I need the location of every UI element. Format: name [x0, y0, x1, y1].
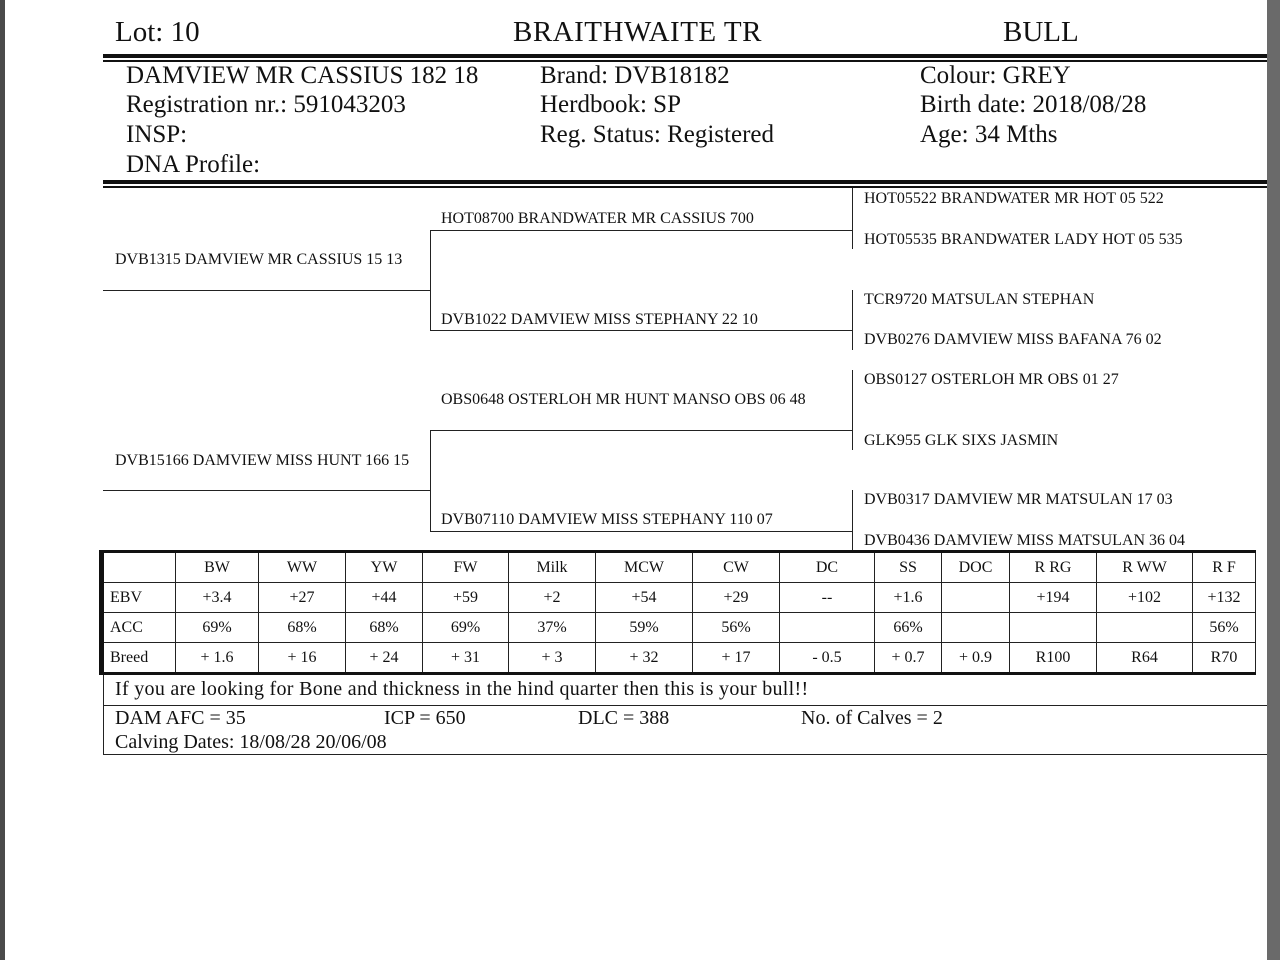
cell: + 32 [596, 643, 693, 674]
cell: + 16 [259, 643, 346, 674]
cell: R64 [1097, 643, 1193, 674]
cell: + 0.7 [875, 643, 942, 674]
col-header: FW [423, 552, 509, 583]
ss-bracket [852, 188, 853, 249]
col-header: MCW [596, 552, 693, 583]
col-header: R RG [1010, 552, 1097, 583]
cell: +1.6 [875, 583, 942, 613]
dam-dam-line [430, 531, 852, 532]
dlc: DLC = 388 [578, 707, 670, 729]
calving-dates: Calving Dates: 18/08/28 20/06/08 [115, 731, 387, 753]
col-header: SS [875, 552, 942, 583]
cell [1097, 613, 1193, 643]
row-label: EBV [102, 583, 176, 613]
col-header: DC [780, 552, 875, 583]
sd-bracket [852, 290, 853, 350]
ebv-table [99, 550, 1256, 675]
dam-bracket [430, 430, 431, 531]
cell: + 17 [693, 643, 780, 674]
cell: +102 [1097, 583, 1193, 613]
cell: R70 [1193, 643, 1256, 674]
cell: 66% [875, 613, 942, 643]
dam-dam-sire: DVB0317 DAMVIEW MR MATSULAN 17 03 [864, 491, 1173, 508]
dna-profile-label: DNA Profile: [126, 151, 261, 178]
herdbook: Herdbook: SP [540, 91, 681, 118]
table-row [102, 613, 1256, 643]
icp: ICP = 650 [384, 707, 466, 729]
info-rule-thin [103, 186, 1267, 188]
dd-bracket [852, 490, 853, 550]
cell: 56% [1193, 613, 1256, 643]
row-label: Breed [102, 643, 176, 674]
sire-sire: HOT08700 BRANDWATER MR CASSIUS 700 [441, 210, 754, 227]
sire-sire-sire: HOT05522 BRANDWATER MR HOT 05 522 [864, 190, 1164, 207]
cell: - 0.5 [780, 643, 875, 674]
col-header: Milk [509, 552, 596, 583]
stats-rule [103, 754, 1267, 755]
cell: R100 [1010, 643, 1097, 674]
cell: 69% [423, 613, 509, 643]
age: Age: 34 Mths [920, 121, 1058, 148]
info-rule [103, 180, 1267, 184]
cell: +3.4 [176, 583, 259, 613]
ebv-header-row [102, 552, 1256, 583]
col-header: R WW [1097, 552, 1193, 583]
cell: 69% [176, 613, 259, 643]
cell: +132 [1193, 583, 1256, 613]
cell: + 0.9 [942, 643, 1010, 674]
cell [942, 613, 1010, 643]
sire-sire-dam: HOT05535 BRANDWATER LADY HOT 05 535 [864, 231, 1183, 248]
ebv-table-wrap [99, 550, 1256, 675]
calf-count: No. of Calves = 2 [801, 707, 943, 729]
cell: +29 [693, 583, 780, 613]
cell: +54 [596, 583, 693, 613]
sire-dam-line [430, 330, 852, 331]
sire-dam-dam: DVB0276 DAMVIEW MISS BAFANA 76 02 [864, 331, 1162, 348]
animal-sex: BULL [1003, 16, 1079, 48]
dam-sire: OBS0648 OSTERLOH MR HUNT MANSO OBS 06 48 [441, 391, 806, 408]
sire-dam-sire: TCR9720 MATSULAN STEPHAN [864, 291, 1095, 308]
col-header: WW [259, 552, 346, 583]
cell [780, 613, 875, 643]
cell: 37% [509, 613, 596, 643]
colour: Colour: GREY [920, 62, 1071, 89]
footer-left-border [103, 675, 104, 755]
breeder-name: BRAITHWAITE TR [513, 16, 762, 48]
col-header: CW [693, 552, 780, 583]
page-edge-left [0, 0, 5, 960]
scrollbar-gutter[interactable] [1267, 0, 1280, 960]
cell: 56% [693, 613, 780, 643]
cell: + 1.6 [176, 643, 259, 674]
dam-line [103, 490, 430, 491]
animal-name: DAMVIEW MR CASSIUS 182 18 [126, 62, 479, 89]
sale-comment: If you are looking for Bone and thickness in the hind quarter then this is your bull!! [115, 678, 809, 700]
cell: -- [780, 583, 875, 613]
cell: 68% [259, 613, 346, 643]
cell: +59 [423, 583, 509, 613]
cell: + 3 [509, 643, 596, 674]
dam-dam: DVB07110 DAMVIEW MISS STEPHANY 110 07 [441, 511, 773, 528]
cell: +194 [1010, 583, 1097, 613]
dam-dam-dam: DVB0436 DAMVIEW MISS MATSULAN 36 04 [864, 532, 1186, 549]
dam-sire-sire: OBS0127 OSTERLOH MR OBS 01 27 [864, 371, 1119, 388]
cell: 68% [346, 613, 423, 643]
col-header: DOC [942, 552, 1010, 583]
sire-line [103, 290, 430, 291]
cell: + 24 [346, 643, 423, 674]
dam-sire-line [430, 430, 852, 431]
row-label: ACC [102, 613, 176, 643]
corner-cell [102, 552, 176, 583]
registration-number: Registration nr.: 591043203 [126, 91, 406, 118]
table-row [102, 583, 1256, 613]
cell: +27 [259, 583, 346, 613]
sire-sire-line [430, 230, 852, 231]
brand: Brand: DVB18182 [540, 62, 730, 89]
table-row [102, 643, 1256, 674]
cell [942, 583, 1010, 613]
cell: +44 [346, 583, 423, 613]
cell [1010, 613, 1097, 643]
sire-dam: DVB1022 DAMVIEW MISS STEPHANY 22 10 [441, 311, 758, 328]
col-header: BW [176, 552, 259, 583]
comment-rule [103, 705, 1267, 706]
header-rule [103, 54, 1267, 58]
dam-afc: DAM AFC = 35 [115, 707, 246, 729]
sire-bracket [430, 230, 431, 330]
birth-date: Birth date: 2018/08/28 [920, 91, 1147, 118]
dam-sire-dam: GLK955 GLK SIXS JASMIN [864, 432, 1059, 449]
lot-number: Lot: 10 [115, 16, 200, 48]
col-header: R F [1193, 552, 1256, 583]
insp-label: INSP: [126, 121, 188, 148]
cell: 59% [596, 613, 693, 643]
cell: + 31 [423, 643, 509, 674]
sire: DVB1315 DAMVIEW MR CASSIUS 15 13 [115, 251, 403, 268]
dam: DVB15166 DAMVIEW MISS HUNT 166 15 [115, 452, 410, 469]
ds-bracket [852, 370, 853, 450]
col-header: YW [346, 552, 423, 583]
cell: +2 [509, 583, 596, 613]
registration-status: Reg. Status: Registered [540, 121, 774, 148]
